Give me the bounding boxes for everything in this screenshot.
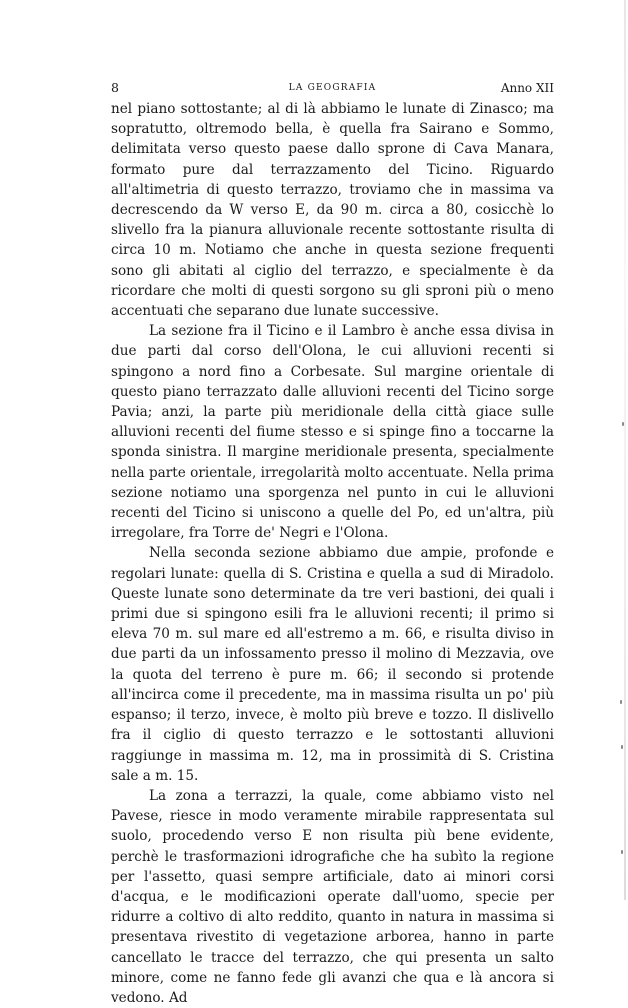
running-header: [111, 80, 554, 96]
scan-speck: [621, 850, 623, 854]
page-edge: [624, 0, 626, 900]
volume-label: Anno XII: [500, 81, 554, 95]
paragraph: La sezione fra il Ticino e il Lambro è anche essa divisa in due parti dal corso dell'Olona, le cui alluvioni recenti si spingono a nord fino a Corbesate. Sul margine orientale di questo piano terrazzato dalle alluvioni recenti del Ticino sorge Pavia; anzi, la parte più meridionale della città giace sulle alluvioni recenti del fiume stesso e si spinge fino a toccarne la sponda sinistra. Il margine meridionale presenta, specialmente nella parte orientale, irregolarità molto accentuate. Nella prima sezione notiamo una sporgenza nel punto in cui le alluvioni recenti del Ticino si uniscono a quelle del Po, ed un'altra, più irregolare, fra Torre de' Negri e l'Olona.: [111, 323, 554, 542]
paragraph: Nella seconda sezione abbiamo due ampie, profonde e regolari lunate: quella di S. Cristina e quella a sud di Miradolo. Queste lunate sono determinate da tre veri bastioni, dei quali i primi due si spingono esili fra le alluvioni recenti; il primo si eleva 70 m. sul mare ed all'estremo a m. 66, e risulta diviso in due parti da un infossamento presso il molino di Mezzavia, ove la quota del terreno è pure m. 66; il secondo si protende all'incirca come il precedente, ma in massima risulta un po' più espanso; il terzo, invece, è molto più breve e tozzo. Il dislivello fra il ciglio di questo terrazzo e le sottostanti alluvioni raggiunge in massima m. 12, ma in prossimità di S. Cristina sale a m. 15.: [111, 545, 554, 784]
page-number: 8: [111, 80, 119, 95]
paragraph: nel piano sottostante; al di là abbiamo le lunate di Zinasco; ma sopratutto, oltremodo bella, è quella fra Sairano e Sommo, delimitata verso questo paese dallo sprone di Cava Manara, formato pure dal terrazzamento del Ticino. Riguardo all'altimetria di questo terrazzo, troviamo che in massima va decrescendo da W verso E, da 90 m. circa a 80, cosicchè lo slivello fra la pianura alluvionale recente sottostante risulta di circa 10 m. Notiamo che anche in questa sezione frequenti sono gli abitati al ciglio del terrazzo, e specialmente è da ricordare che molti di questi sorgono su gli sproni più o meno accentuati che separano due lunate successive.: [111, 101, 554, 320]
paragraph: La zona a terrazzi, la quale, come abbiamo visto nel Pavese, riesce in modo veramente mirabile rappresentata sul suolo, procedendo verso E non risulta più bene evidente, perchè le trasformazioni idrografiche che ha subìto la regione per l'assetto, quasi sempre artificiale, dato ai minori corsi d'acqua, e le modificazioni operate dall'uomo, specie per ridurre a coltivo di alto reddito, quanto in natura in massima si presentava rivestito di vegetazione arborea, hanno in parte cancellato le tracce del terrazzo, che qui presenta un salto minore, come ne fanno fede gli avanzi che qua e là ancora si vedono. Ad: [111, 787, 554, 1006]
scan-speck: [621, 745, 623, 749]
scan-speck: [620, 700, 622, 704]
body-text: [111, 99, 554, 1008]
running-title: LA GEOGRAFIA: [288, 83, 377, 93]
scan-speck: [622, 422, 624, 426]
